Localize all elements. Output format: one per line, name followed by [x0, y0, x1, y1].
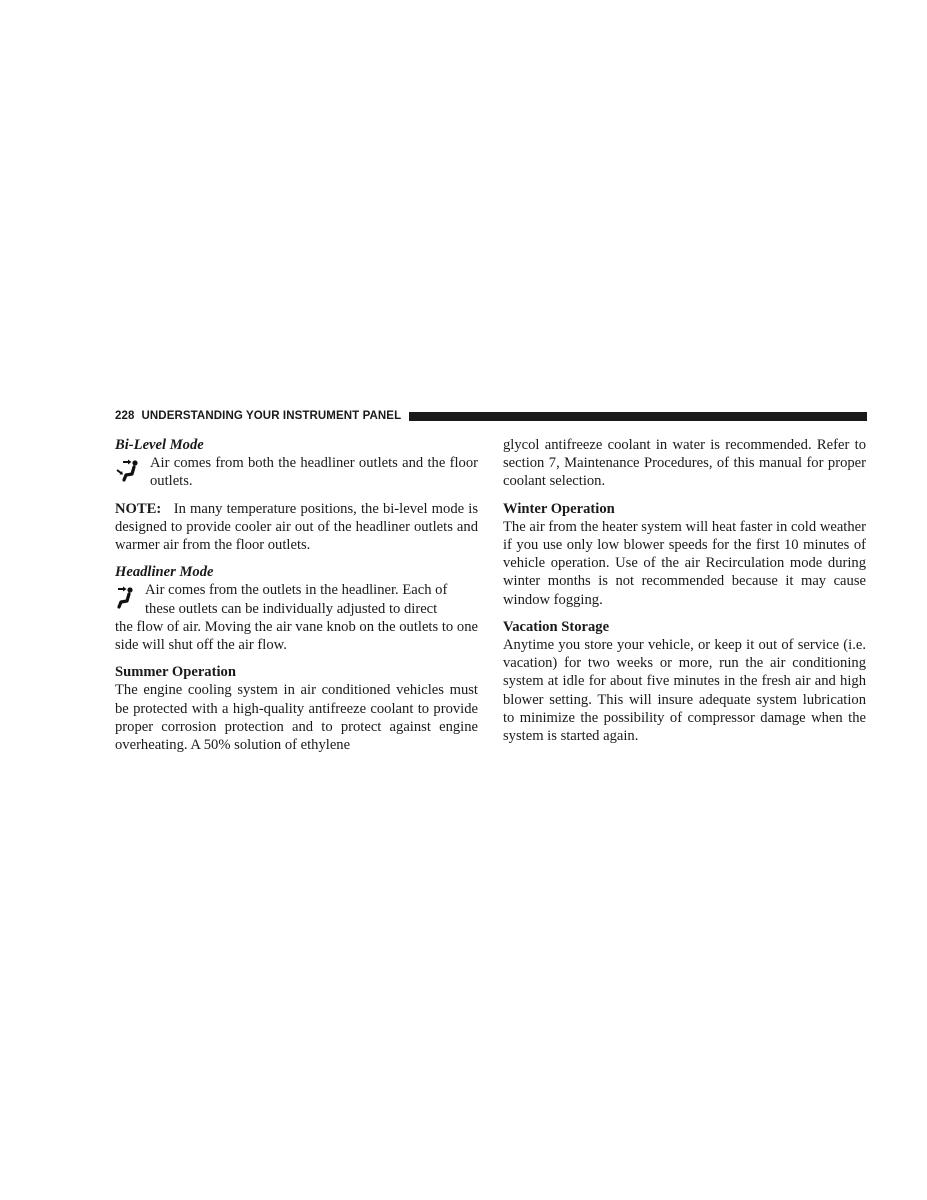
note-text: In many temperature positions, the bi-level mode is designed to provide cooler air out of the headliner outlets and warmer air from the floor outlets.	[115, 500, 478, 554]
winter-operation-text: The air from the heater system will heat faster in cold weather if you use only low blower speeds for the first 10 minutes of vehicle operation. Use of the air Recirculation mode during winter months is not recommended because it may cause window fogging.	[503, 518, 866, 608]
note-label: NOTE:	[115, 500, 162, 517]
summer-operation-heading: Summer Operation	[115, 664, 236, 681]
headliner-mode-block	[115, 581, 478, 617]
note-paragraph	[115, 500, 478, 555]
vacation-storage-text: Anytime you store your vehicle, or keep it out of service (i.e. vacation) for two weeks or more, run the air conditioning system at idle for about five minutes in the fresh air and high blower setting. This will insure adequate system lubrication to minimize the possibility of compressor damage when the system is started again.	[503, 637, 866, 745]
headliner-mode-line2: these outlets can be individually adjusted to direct	[145, 600, 438, 617]
left-column	[115, 436, 478, 754]
header-rule	[409, 412, 867, 421]
bi-level-mode-heading: Bi-Level Mode	[115, 437, 204, 453]
headliner-mode-heading: Headliner Mode	[115, 564, 214, 581]
bi-level-mode-block	[115, 454, 478, 490]
headliner-mode-icon	[115, 585, 139, 609]
bi-level-mode-icon	[115, 458, 139, 482]
coolant-continuation-text: glycol antifreeze coolant in water is recommended. Refer to section 7, Maintenance Procedures, of this manual for proper coolant selection.	[503, 437, 866, 490]
vacation-storage-heading: Vacation Storage	[503, 618, 610, 635]
bi-level-mode-text: Air comes from both the headliner outlets and the floor outlets.	[150, 455, 478, 490]
headliner-mode-line1: Air comes from the outlets in the headliner. Each of	[145, 582, 448, 599]
right-column	[503, 436, 866, 745]
winter-operation-heading: Winter Operation	[503, 500, 615, 517]
headliner-mode-text: the flow of air. Moving the air vane knob on the outlets to one side will shut off the air flow.	[115, 618, 478, 654]
section-title: UNDERSTANDING YOUR INSTRUMENT PANEL	[141, 410, 402, 422]
summer-operation-text: The engine cooling system in air conditioned vehicles must be protected with a high-quality antifreeze coolant to provide proper corrosion protection and to protect against engine overheating. A 50% solution of ethylene	[115, 682, 478, 754]
page-number: 228	[115, 410, 135, 422]
page-header	[115, 409, 867, 423]
